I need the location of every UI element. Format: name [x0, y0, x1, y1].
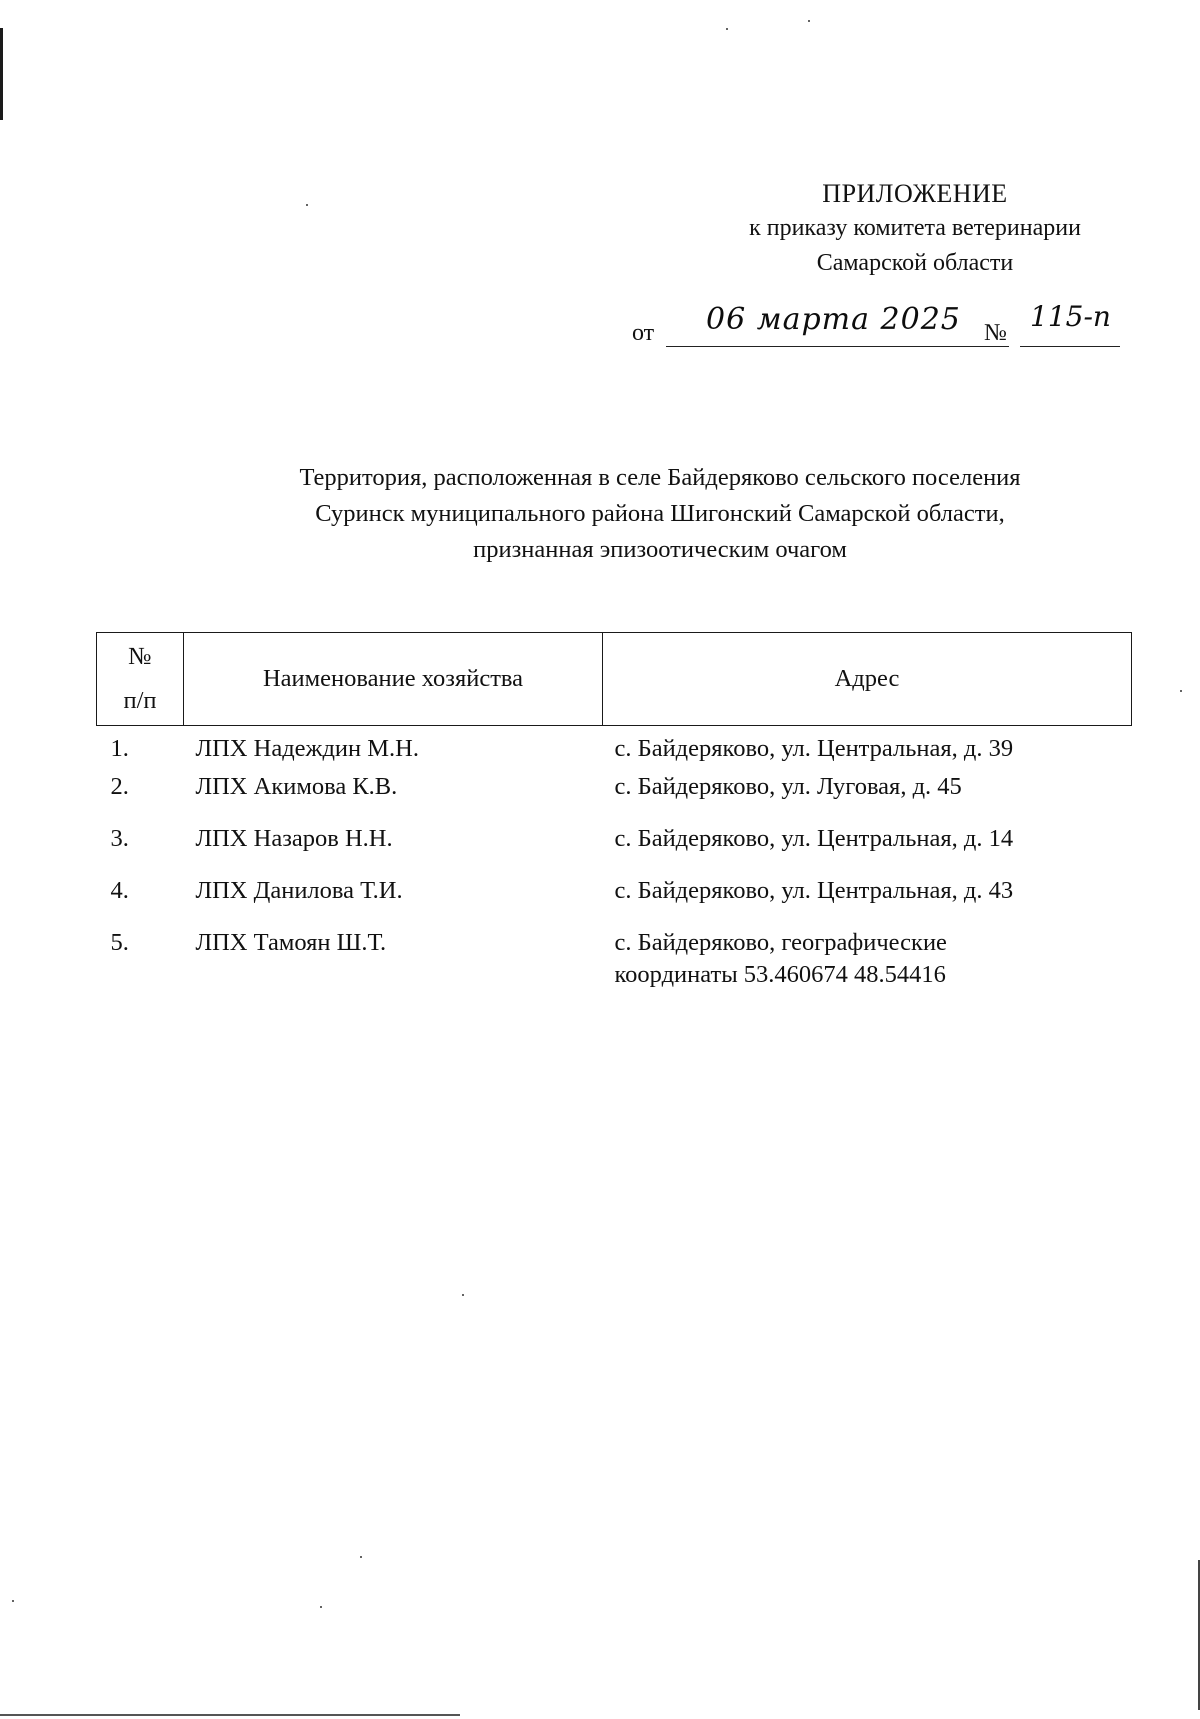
- table-header-row: [97, 633, 1132, 726]
- appendix-title: ПРИЛОЖЕНИЕ: [822, 179, 1008, 208]
- table-row: [97, 875, 1132, 927]
- table-row: [97, 823, 1132, 875]
- row-farm-name: ЛПХ Тамоян Ш.Т.: [195, 929, 387, 956]
- row-address-line-1: с. Байдеряково, географические: [614, 929, 947, 956]
- order-date-field: [666, 302, 1009, 347]
- scan-speck: [12, 1600, 14, 1602]
- scan-speck: [808, 20, 810, 22]
- row-farm-name: ЛПХ Надеждин М.Н.: [195, 735, 420, 762]
- heading-line-1: Территория, расположенная в селе Байдеряково сельского поселения: [299, 464, 1021, 491]
- order-date-handwritten: 06 марта 2025: [706, 302, 961, 337]
- header-number-pp: п/п: [123, 687, 157, 714]
- scan-edge-mark: [0, 28, 3, 120]
- table-body: [97, 726, 1132, 998]
- row-farm-name: ЛПХ Назаров Н.Н.: [195, 825, 393, 852]
- appendix-block: [700, 176, 1130, 281]
- appendix-line-1: к приказу комитета ветеринарии: [749, 215, 1081, 241]
- heading-line-2: Суринск муниципального района Шигонский Самарской области,: [315, 500, 1005, 527]
- row-address: с. Байдеряково, ул. Центральная, д. 43: [614, 877, 1014, 904]
- row-number: 5.: [110, 929, 129, 956]
- heading-line-3: признанная эпизоотическим очагом: [473, 536, 847, 563]
- row-number: 3.: [110, 825, 129, 852]
- order-number-handwritten: 115-п: [1030, 300, 1111, 333]
- row-address: с. Байдеряково, ул. Центральная, д. 14: [614, 825, 1014, 852]
- scan-speck: [306, 204, 308, 206]
- header-farm-name: Наименование хозяйства: [184, 633, 603, 726]
- row-number: 2.: [110, 773, 129, 800]
- row-address-line-2: координаты 53.460674 48.54416: [614, 961, 946, 988]
- row-farm-name: ЛПХ Данилова Т.И.: [195, 877, 403, 904]
- row-number: 4.: [110, 877, 129, 904]
- table-header: [97, 633, 1132, 726]
- header-address: Адрес: [603, 633, 1132, 726]
- scan-speck: [1180, 690, 1182, 692]
- farms-table: [96, 632, 1132, 997]
- row-address: с. Байдеряково, ул. Луговая, д. 45: [614, 773, 962, 800]
- order-from-label: от: [632, 320, 655, 346]
- header-number-sign: №: [128, 643, 152, 670]
- scan-speck: [462, 1294, 464, 1296]
- order-number-label: №: [984, 320, 1007, 346]
- table-row: [97, 927, 1132, 997]
- order-reference-line: [630, 300, 1130, 350]
- row-address: [603, 927, 1132, 997]
- header-number: [97, 633, 184, 726]
- table-row: [97, 767, 1132, 823]
- order-number-field: [1020, 300, 1120, 347]
- scan-speck: [320, 1606, 322, 1608]
- scan-speck: [726, 28, 728, 30]
- table-row: [97, 726, 1132, 768]
- document-heading: [200, 460, 1120, 568]
- scan-speck: [360, 1556, 362, 1558]
- row-address: с. Байдеряково, ул. Центральная, д. 39: [614, 735, 1014, 762]
- row-number: 1.: [110, 735, 129, 762]
- scan-edge-mark: [0, 1714, 460, 1716]
- row-farm-name: ЛПХ Акимова К.В.: [195, 773, 398, 800]
- appendix-line-2: Самарской области: [816, 250, 1014, 276]
